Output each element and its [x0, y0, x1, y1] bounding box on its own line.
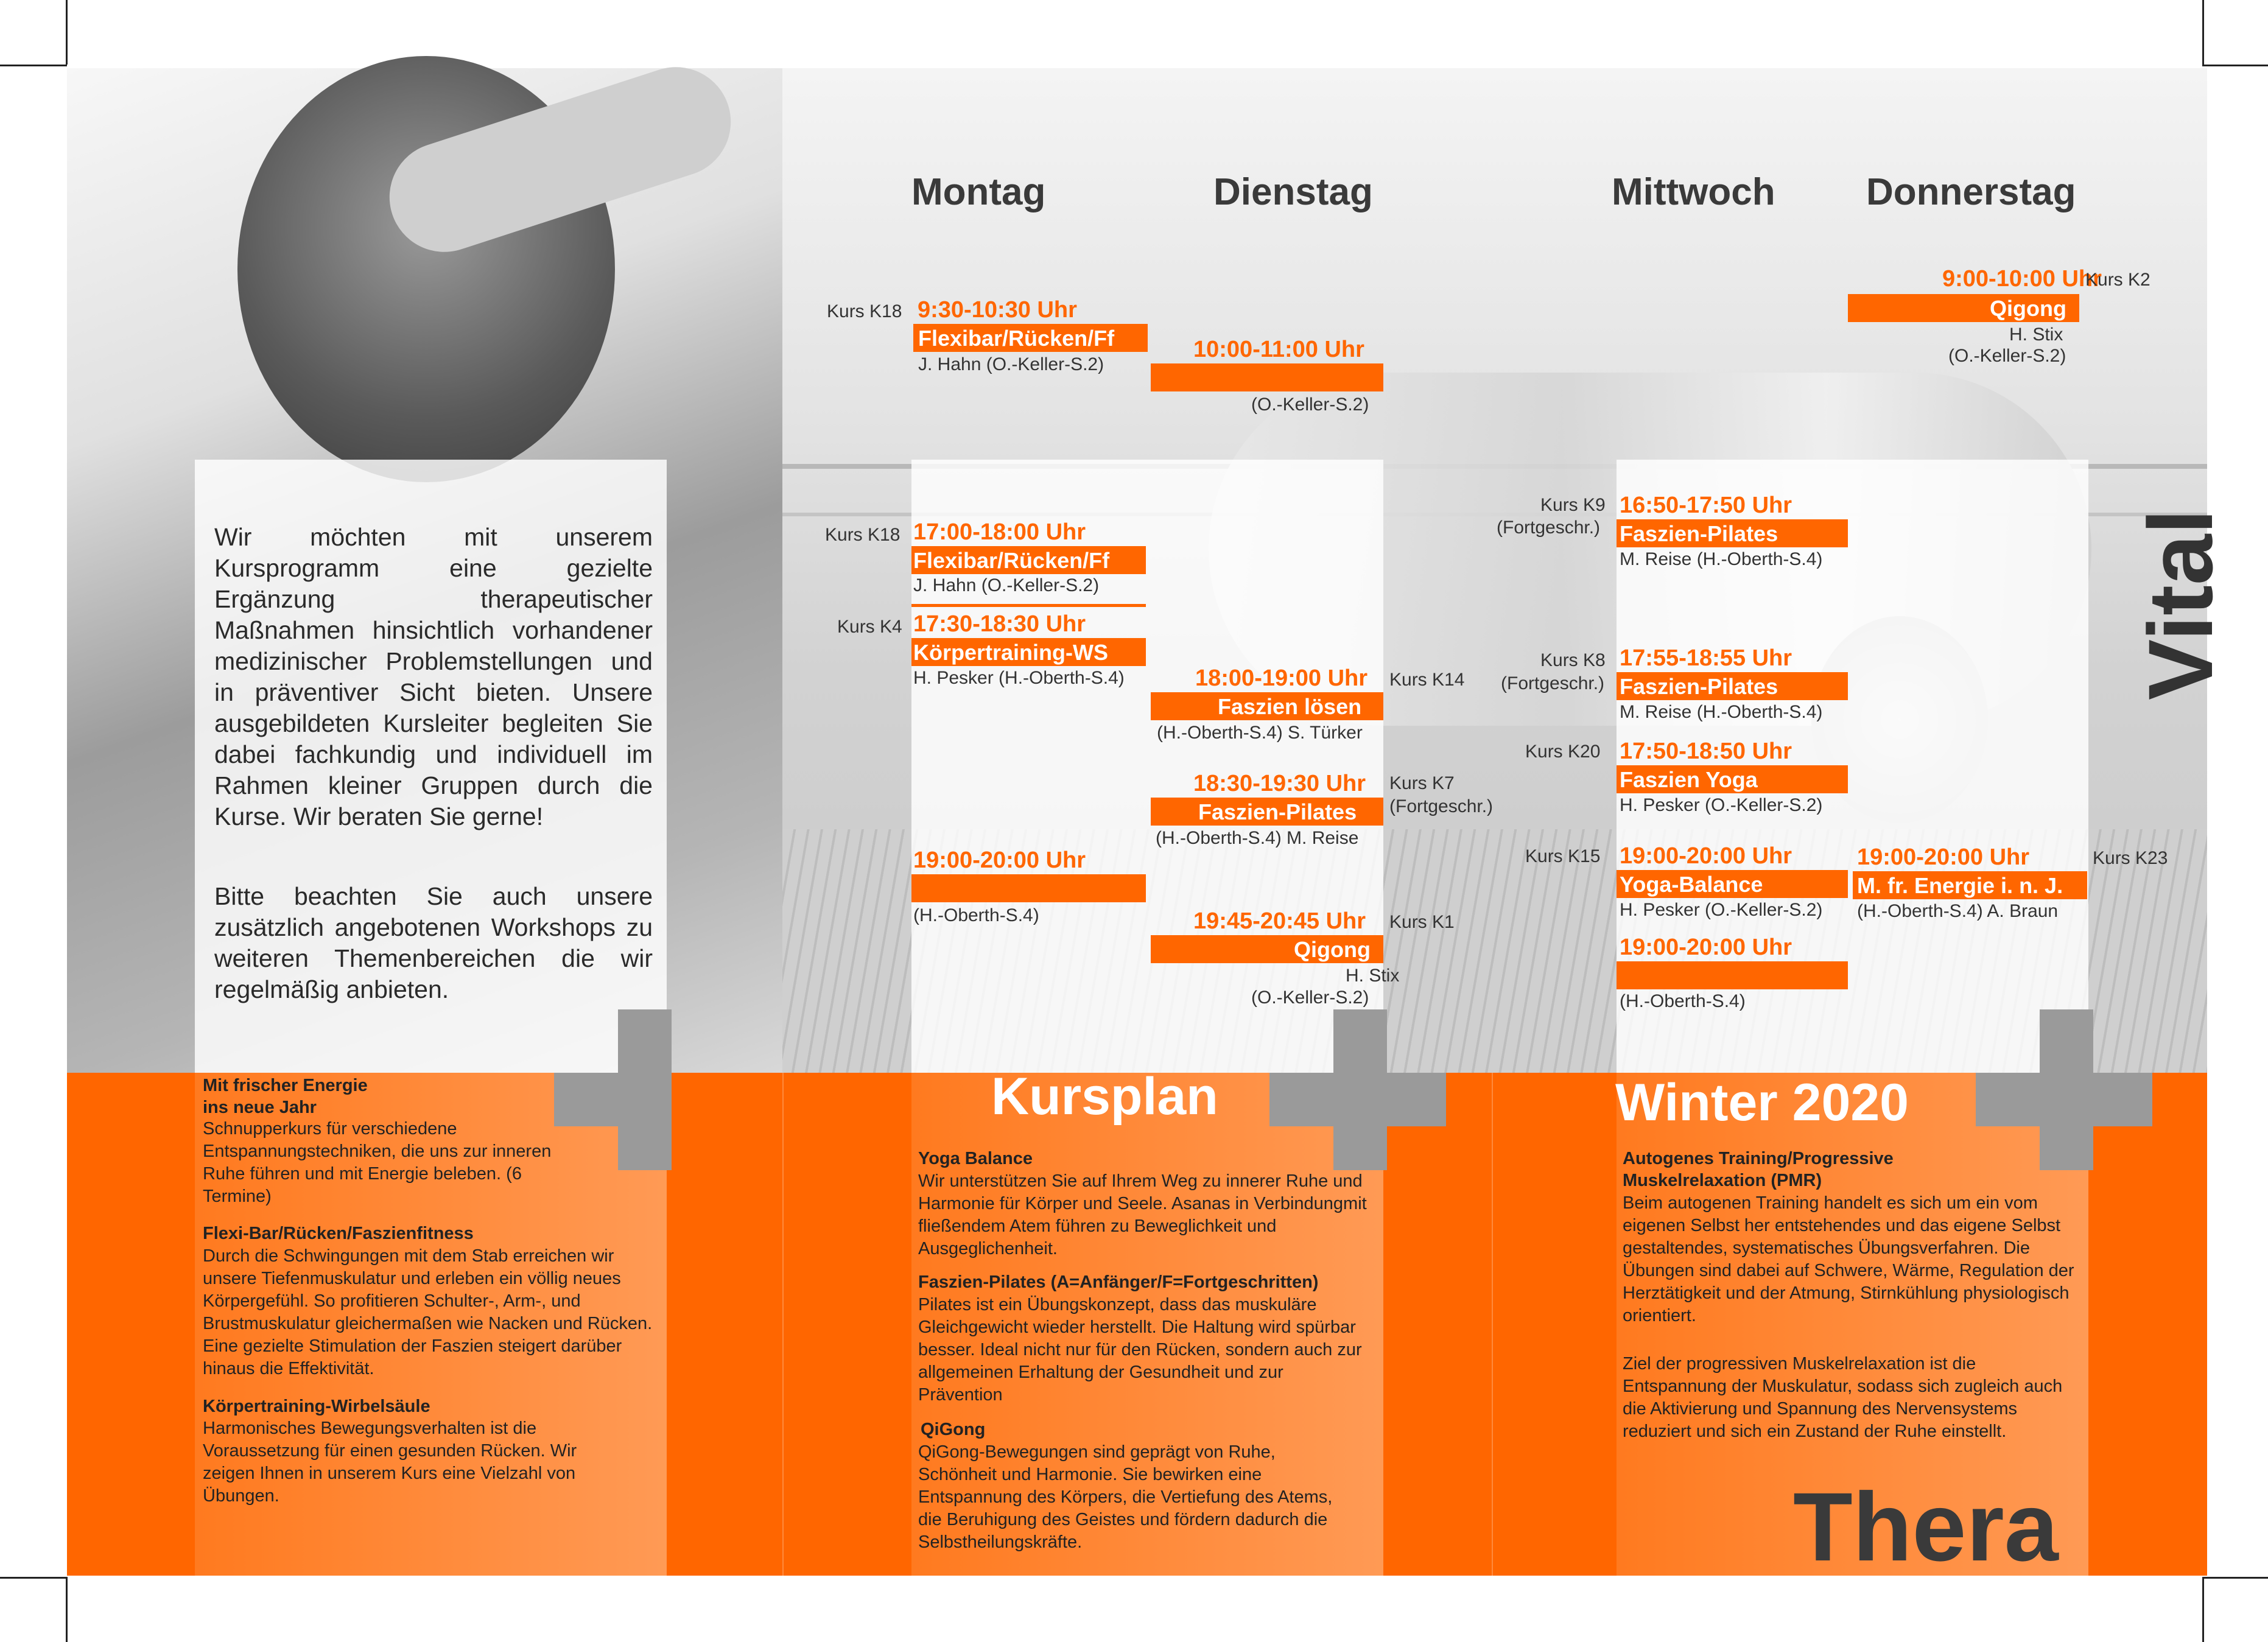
kurs-label: Kurs K9 — [1540, 495, 1606, 515]
course-info: H. Pesker (O.-Keller-S.2) — [1620, 900, 1823, 920]
day-montag: Montag — [911, 171, 1046, 213]
kurs-label: Kurs K15 — [1525, 846, 1601, 866]
desc-heading: QiGong — [921, 1420, 986, 1439]
kurs-label: Kurs K23 — [2093, 848, 2168, 868]
time-label: 10:00-11:00 Uhr — [1193, 337, 1364, 362]
fold-line — [782, 1073, 784, 1576]
vital-title: Vital — [2129, 508, 2231, 700]
divider — [911, 604, 1146, 607]
plus-icon-h — [1976, 1073, 2152, 1126]
course-info: (O.-Keller-S.2) — [1251, 395, 1369, 415]
course-name: Flexibar/Rücken/Ff — [913, 548, 1110, 573]
intro-text-1: Wir möchten mit unserem Kursprogramm eine gezielte Ergänzung therapeutischer Maßnahmen hinsichtlich vorhandener medizinischer Problemstellungen und in präventiver Sicht bieten. Unsere ausgebildeten Kursleiter begleiten Sie dabei fachkundig und individuell im Rahmen kleiner Gruppen durch die Kurse. Wir beraten Sie gerne! — [214, 523, 653, 830]
course-name: Faszien Yoga — [1620, 767, 1758, 792]
course-info: J. Hahn (O.-Keller-S.2) — [918, 354, 1104, 374]
desc-body: Durch die Schwingungen mit dem Stab erreichen wir unsere Tiefenmuskulatur und erleben ein völlig neues Körpergefühl. So profitieren Schulter-, Arm-, und Brustmuskulatur gleichermaßen wie Nacken und Rücken. Eine gezielte Stimulation der Faszien steigert darüber hinaus die Effektivität. — [203, 1246, 653, 1378]
desc-heading: Mit frischer Energie ins neue Jahr — [203, 1076, 368, 1117]
kurs-label: Kurs K18 — [825, 525, 901, 545]
kurs-label: (Fortgeschr.) — [1389, 796, 1494, 816]
intro-text-2: Bitte beachten Sie auch unsere zusätzlich angebotenen Workshops zu weiteren Themenbereichen die wir regelmäßig anbieten. — [214, 882, 653, 1003]
course-name: Körpertraining-WS — [913, 640, 1108, 665]
day-mittwoch: Mittwoch — [1612, 171, 1775, 213]
course-info: H. Stix — [1346, 966, 1400, 986]
thera-title: Thera — [1793, 1472, 2059, 1581]
desc-heading: Faszien-Pilates (A=Anfänger/F=Fortgeschritten) — [918, 1272, 1319, 1292]
crop-mark — [66, 0, 68, 65]
desc-body: Schnupperkurs für verschiedene Entspannungstechniken, die uns zur inneren Ruhe führen und mit Energie beleben. (6 Termine) — [203, 1119, 552, 1206]
time-label: 9:00-10:00 Uhr — [1942, 266, 2102, 292]
course-name: Faszien lösen — [1218, 694, 1362, 719]
crop-mark — [0, 65, 67, 66]
desc-body: Wir unterstützen Sie auf Ihrem Weg zu innerer Ruhe und Harmonie für Körper und Seele. Asanas in Verbindungmit fließendem Atem führen zu Beweglichkeit und Ausgeglichenheit. — [918, 1171, 1367, 1258]
time-label: 19:00-20:00 Uhr — [1620, 935, 1792, 960]
course-info: (O.-Keller-S.2) — [1948, 346, 2066, 366]
day-dienstag: Dienstag — [1213, 171, 1373, 213]
time-label: 17:30-18:30 Uhr — [913, 611, 1086, 637]
course-info: (H.-Oberth-S.4) A. Braun — [1857, 901, 2059, 921]
course-name: Qigong — [1990, 296, 2066, 321]
course-info: H. Pesker (H.-Oberth-S.4) — [913, 668, 1125, 688]
desc-body: Harmonisches Bewegungsverhalten ist die Voraussetzung für einen gesunden Rücken. Wir zeigen Ihnen in unserem Kurs eine Vielzahl von Übungen. — [203, 1419, 577, 1506]
kurs-label: (Fortgeschr.) — [1497, 518, 1601, 538]
course-name: Faszien-Pilates — [1198, 799, 1357, 824]
course-info: H. Stix — [2009, 325, 2063, 345]
time-label: 16:50-17:50 Uhr — [1620, 493, 1792, 518]
course-bar — [1617, 961, 1848, 989]
course-bar — [1151, 363, 1383, 391]
time-label: 17:00-18:00 Uhr — [913, 519, 1086, 545]
desc-heading: Yoga Balance — [918, 1149, 1033, 1168]
course-name: Faszien-Pilates — [1620, 521, 1778, 546]
course-info: (H.-Oberth-S.4) — [913, 905, 1039, 925]
kurs-label: Kurs K14 — [1389, 670, 1465, 690]
desc-body: QiGong-Bewegungen sind geprägt von Ruhe, Schönheit und Harmonie. Sie bewirken eine Entspannung des Körpers, die Vertiefung des Atems, die Beruhigung des Geistes und fördern dadurch die Selbstheilungskräfte. — [918, 1442, 1333, 1552]
time-label: 17:50-18:50 Uhr — [1620, 739, 1792, 764]
desc-heading: Autogenes Training/Progressive Muskelrelaxation (PMR) — [1623, 1149, 1894, 1190]
time-label: 19:00-20:00 Uhr — [1620, 843, 1792, 869]
course-info: (O.-Keller-S.2) — [1251, 988, 1369, 1008]
course-name: M. fr. Energie i. n. J. — [1857, 873, 2063, 898]
day-donnerstag: Donnerstag — [1866, 171, 2076, 213]
crop-mark — [2202, 1577, 2268, 1579]
course-info: (H.-Oberth-S.4) M. Reise — [1156, 828, 1359, 848]
course-info: M. Reise (H.-Oberth-S.4) — [1620, 549, 1823, 569]
time-label: 19:00-20:00 Uhr — [913, 847, 1086, 873]
time-label: 19:00-20:00 Uhr — [1857, 844, 2030, 870]
kurs-label: (Fortgeschr.) — [1501, 673, 1605, 693]
desc-body: Pilates ist ein Übungskonzept, dass das muskuläre Gleichgewicht wieder herstellt. Die Haltung wird spürbar besser. Ideal nicht nur für den Rücken, sondern auch zur allgemeinen Erhaltung der Gesundheit und zur Prävention — [918, 1295, 1362, 1405]
kursplan-title: Kursplan — [991, 1067, 1218, 1126]
crop-mark — [0, 1577, 67, 1579]
winter-title: Winter 2020 — [1615, 1073, 1909, 1132]
kurs-label: Kurs K2 — [2085, 270, 2150, 290]
crop-mark — [66, 1577, 68, 1642]
course-info: J. Hahn (O.-Keller-S.2) — [913, 575, 1100, 595]
time-label: 18:00-19:00 Uhr — [1195, 665, 1368, 691]
time-label: 9:30-10:30 Uhr — [918, 297, 1077, 323]
course-info: (H.-Oberth-S.4) S. Türker — [1157, 723, 1363, 743]
desc-heading: Flexi-Bar/Rücken/Faszienfitness — [203, 1224, 474, 1243]
kurs-label: Kurs K20 — [1525, 742, 1601, 762]
course-name: Yoga-Balance — [1620, 872, 1763, 897]
time-label: 18:30-19:30 Uhr — [1193, 771, 1366, 796]
kurs-label: Kurs K8 — [1540, 650, 1606, 670]
kurs-label: Kurs K1 — [1389, 912, 1455, 932]
course-info: H. Pesker (O.-Keller-S.2) — [1620, 795, 1823, 815]
course-name: Faszien-Pilates — [1620, 674, 1778, 699]
desc-heading: Körpertraining-Wirbelsäule — [203, 1397, 430, 1416]
crop-mark — [2202, 1577, 2204, 1642]
plus-icon-h — [1269, 1073, 1446, 1126]
desc-body: Ziel der progressiven Muskelrelaxation ist die Entspannung der Muskulatur, sodass sich zugleich auch die Aktivierung und Spannung des Nervensystems reduziert und sich ein Zustand der Ruhe einstellt. — [1623, 1354, 2063, 1441]
course-bar — [911, 874, 1146, 902]
crop-mark — [2202, 65, 2268, 66]
course-info: (H.-Oberth-S.4) — [1620, 991, 1746, 1011]
fold-line — [1492, 1073, 1493, 1576]
kurs-label: Kurs K18 — [827, 301, 902, 321]
course-name: Qigong — [1294, 937, 1371, 962]
kurs-label: Kurs K7 — [1389, 773, 1455, 793]
course-info: M. Reise (H.-Oberth-S.4) — [1620, 702, 1823, 722]
time-label: 19:45-20:45 Uhr — [1193, 908, 1366, 934]
time-label: 17:55-18:55 Uhr — [1620, 645, 1792, 671]
crop-mark — [2202, 0, 2204, 65]
kurs-label: Kurs K4 — [837, 617, 902, 637]
course-name: Flexibar/Rücken/Ff — [918, 326, 1115, 351]
desc-body: Beim autogenen Training handelt es sich um ein vom eigenen Selbst her entstehendes und das eigene Selbst gestaltendes, systematisches Übungsverfahren. Die Übungen sind dabei auf Schwere, Wärme, Regulation der Herztätigkeit und der Atmung, Stirnkühlung physiologisch orientiert. — [1623, 1193, 2074, 1325]
